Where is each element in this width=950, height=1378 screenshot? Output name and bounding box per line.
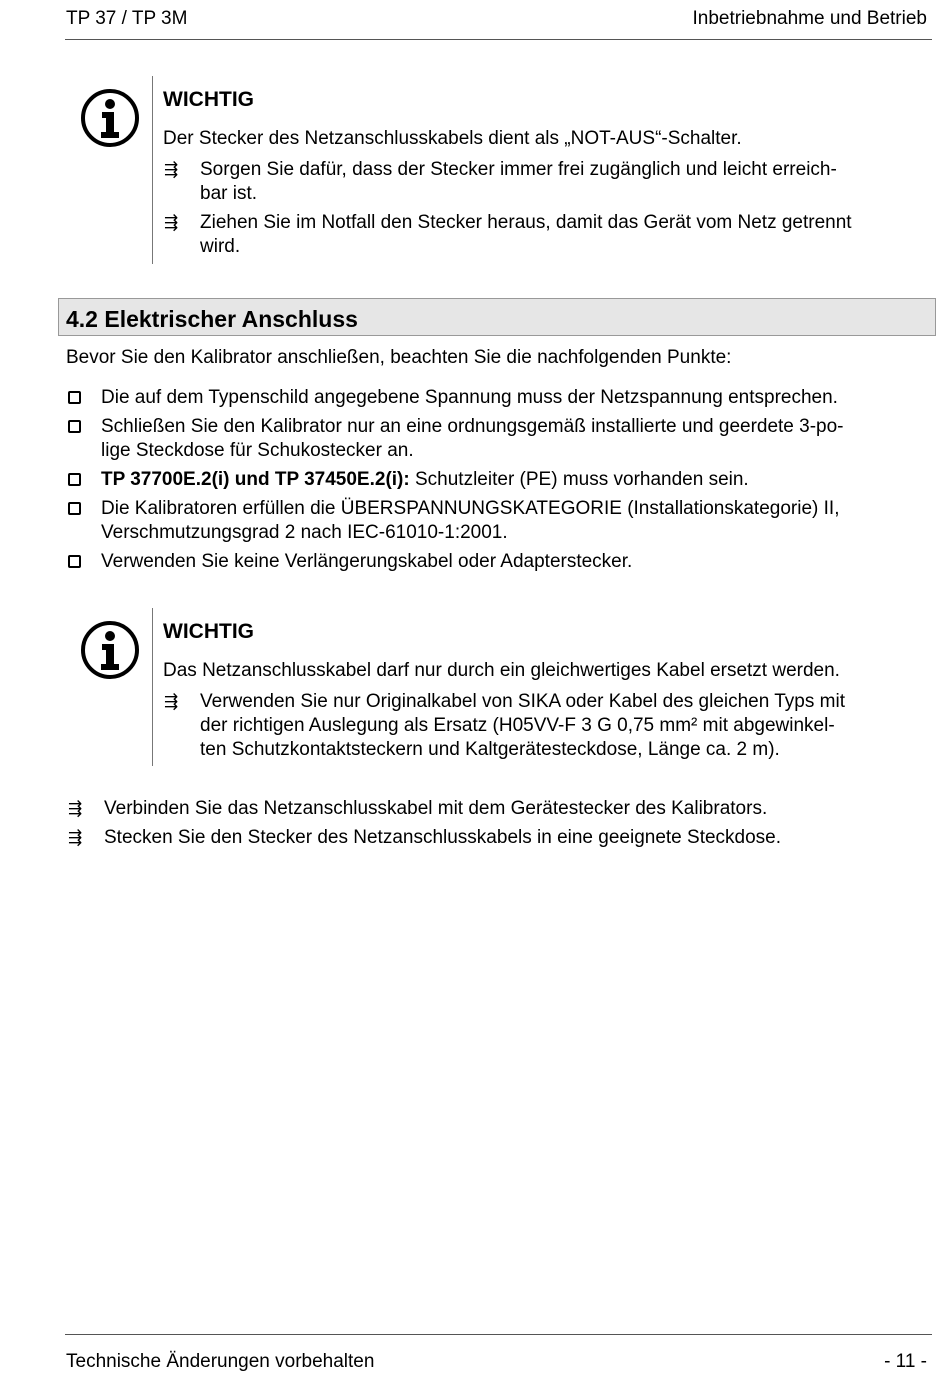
checkbox-bullet-icon bbox=[68, 420, 81, 433]
arrow-right-icon: ⇶ bbox=[68, 799, 83, 818]
list-item: Verwenden Sie keine Verlängerungskabel oder Adapterstecker. bbox=[101, 551, 633, 572]
note-divider bbox=[152, 608, 153, 766]
note-step-line: Sorgen Sie dafür, dass der Stecker immer frei zugänglich und leicht erreich- bbox=[200, 159, 837, 180]
arrow-right-icon: ⇶ bbox=[164, 692, 179, 711]
info-icon bbox=[80, 620, 140, 680]
info-icon bbox=[80, 88, 140, 148]
checkbox-bullet-icon bbox=[68, 391, 81, 404]
checkbox-bullet-icon bbox=[68, 502, 81, 515]
section-intro: Bevor Sie den Kalibrator anschließen, beachten Sie die nachfolgenden Punkte: bbox=[66, 347, 732, 368]
note-text: Der Stecker des Netzanschlusskabels dient als „NOT-AUS“-Schalter. bbox=[163, 128, 742, 149]
note-step-line: ten Schutzkontaktsteckern und Kaltgerätesteckdose, Länge ca. 2 m). bbox=[200, 739, 780, 760]
list-item: Schließen Sie den Kalibrator nur an eine ordnungsgemäß installierte und geerdete 3-po- bbox=[101, 416, 844, 437]
list-item-bold: TP 37700E.2(i) und TP 37450E.2(i): bbox=[101, 469, 410, 490]
footer-left: Technische Änderungen vorbehalten bbox=[66, 1351, 375, 1372]
header-rule bbox=[65, 39, 932, 40]
step-item: Stecken Sie den Stecker des Netzanschlusskabels in eine geeignete Steckdose. bbox=[104, 827, 782, 848]
list-item: Die auf dem Typenschild angegebene Spannung muss der Netzspannung entsprechen. bbox=[101, 387, 838, 408]
checkbox-bullet-icon bbox=[68, 473, 81, 486]
note-text: Das Netzanschlusskabel darf nur durch ein gleichwertiges Kabel ersetzt werden. bbox=[163, 660, 840, 681]
note-step-line: bar ist. bbox=[200, 183, 258, 204]
list-item-cont: Verschmutzungsgrad 2 nach IEC-61010-1:2001. bbox=[101, 522, 508, 543]
arrow-right-icon: ⇶ bbox=[68, 828, 83, 847]
section-title: 4.2 Elektrischer Anschluss bbox=[66, 306, 358, 332]
note-step-line: der richtigen Auslegung als Ersatz (H05VV-F 3 G 0,75 mm² mit abgewinkel- bbox=[200, 715, 835, 736]
page-number: - 11 - bbox=[884, 1351, 927, 1372]
arrow-right-icon: ⇶ bbox=[164, 160, 179, 179]
checkbox-bullet-icon bbox=[68, 555, 81, 568]
step-item: Verbinden Sie das Netzanschlusskabel mit dem Gerätestecker des Kalibrators. bbox=[104, 798, 768, 819]
note-step-line: Verwenden Sie nur Originalkabel von SIKA oder Kabel des gleichen Typs mit bbox=[200, 691, 845, 712]
footer-rule bbox=[65, 1334, 932, 1335]
note-divider bbox=[152, 76, 153, 264]
header-right: Inbetriebnahme und Betrieb bbox=[692, 8, 927, 29]
list-item-cont: lige Steckdose für Schukostecker an. bbox=[101, 440, 414, 461]
arrow-right-icon: ⇶ bbox=[164, 213, 179, 232]
note-title: WICHTIG bbox=[163, 88, 254, 111]
list-item-rest: Schutzleiter (PE) muss vorhanden sein. bbox=[409, 469, 749, 490]
note-title: WICHTIG bbox=[163, 620, 254, 643]
header-left: TP 37 / TP 3M bbox=[66, 8, 188, 29]
list-item bbox=[101, 468, 749, 492]
note-step-line: wird. bbox=[200, 236, 241, 257]
list-item: Die Kalibratoren erfüllen die ÜBERSPANNUNGSKATEGORIE (Installationskategorie) II, bbox=[101, 498, 840, 519]
note-step-line: Ziehen Sie im Notfall den Stecker heraus, damit das Gerät vom Netz getrennt bbox=[200, 212, 852, 233]
